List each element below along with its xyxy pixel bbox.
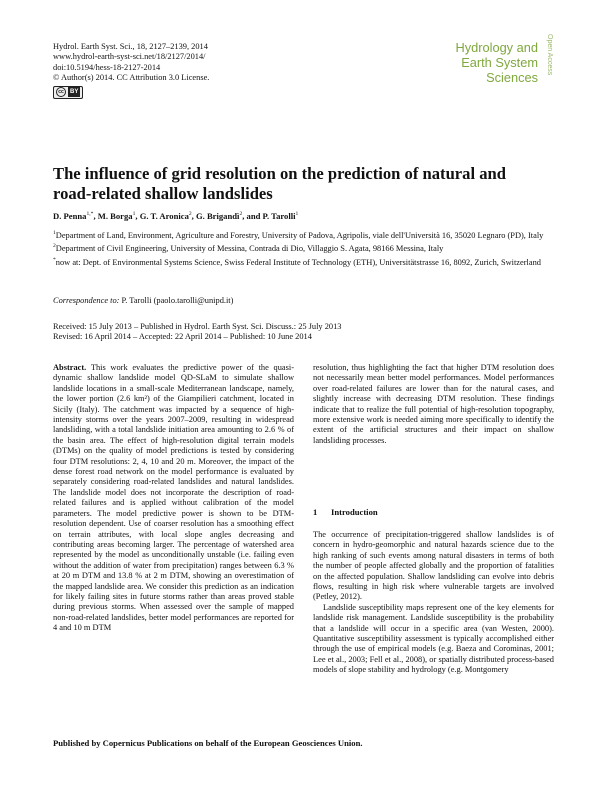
abstract-continuation: resolution, thus highlighting the fact that higher DTM resolution does not necessarily mean better model performances. Model performances over road-related failures are lower than for the natural cases, and slightly increase with decreasing DTM resolution. These findings indicate that to realize the full potential of high-resolution topography, more extensive work is needed aiming more specifically to identify the extent of the artificial structures and their impact on shallow landsliding processes. <box>313 363 554 445</box>
open-access-text: Open Access <box>546 34 553 76</box>
affiliation-marker: 2 <box>53 243 56 250</box>
cc-by-label: BY <box>68 87 80 97</box>
citation: Hydrol. Earth Syst. Sci., 18, 2127–2139, 2014 <box>53 42 208 51</box>
correspondence-contact[interactable]: P. Tarolli (paolo.tarolli@unipd.it) <box>121 296 234 305</box>
author-affil-marker: 1,* <box>86 211 94 218</box>
affiliation-marker: * <box>53 256 56 263</box>
section-heading <box>313 507 378 517</box>
dates-line-2: Revised: 16 April 2014 – Accepted: 22 April 2014 – Published: 10 June 2014 <box>53 332 312 342</box>
publication-dates <box>53 322 341 343</box>
correspondence <box>53 296 233 305</box>
correspondence-label: Correspondence to: <box>53 296 120 305</box>
affiliation-2 <box>53 241 553 254</box>
doi[interactable]: doi:10.5194/hess-18-2127-2014 <box>53 62 161 72</box>
open-access-label <box>542 34 554 94</box>
license-text: © Author(s) 2014. CC Attribution 3.0 License. <box>53 73 210 83</box>
affiliation-1 <box>53 228 553 241</box>
paper-title <box>53 164 553 204</box>
journal-name-line3: Sciences <box>486 70 538 85</box>
abstract-text: This work evaluates the predictive power of the quasi-dynamic shallow landslide model QD-SLaM to simulate shallow landslide locations in a small-scale Mediterranean landscape, namely, the lower portion (2.6 km²) of the Giampilieri catchment, located in Sicily (Italy). The catchment was impacted by a sequence of high-intensity storms over the years 2007–2009, resulting in widespread landsliding, with a total landslide initiation area amounting to 2.6 % of the basin area. The effect of high-resolution digital terrain models (DTMs) on the quality of model predictions is tested by considering four DTM resolutions: 2, 4, 10 and 20 m. Moreover, the impact of the dense forest road network on the model performance is evaluated by separately considering road-related landslides and natural landslides. The landslide model does not incorporate the description of road-related failures and is applied without calibration of the model parameters. The model predictive power is shown to be DTM-resolution dependent. Use of coarser resolution has a smoothing effect on terrain attributes, with local slope angles decreasing and contributing areas becoming larger. The percentage of watershed area represented by the model as unconditionally unstable (i.e. failing even without the addition of water from precipitation) ranges between 6.3 % at 20 m DTM and 13.8 % at 2 m DTM, showing an overestimation of the mapped landslide area. We consider this prediction as an indication for likely failing sites in future storms rather than areas proved stable during previous storms. When assessed over the sample of mapped non-road-related landslides, better model performances are reported for 4 and 10 m DTM <box>53 363 295 633</box>
affiliation-marker: 1 <box>53 230 56 236</box>
affiliation-text: now at: Dept. of Environmental Systems Science, Swiss Federal Institute of Technology (ETH), Universitätstrasse 16, 8092, Zurich, Switzerland <box>55 257 541 267</box>
author-affil-marker: 2 <box>239 211 243 218</box>
publisher-footer: Published by Copernicus Publications on behalf of the European Geosciences Union. <box>53 738 363 748</box>
section-number: 1 <box>313 507 318 517</box>
abstract-label: Abstract. <box>53 363 87 372</box>
journal-logo <box>455 40 538 85</box>
journal-name-line2: Earth System <box>461 55 538 70</box>
title-line-1: The influence of grid resolution on the prediction of natural and <box>53 164 506 183</box>
journal-url[interactable]: www.hydrol-earth-syst-sci.net/18/2127/2014/ <box>53 52 206 62</box>
dates-line-1: Received: 15 July 2013 – Published in Hydrol. Earth Syst. Sci. Discuss.: 25 July 2013 <box>53 322 342 331</box>
citation-block <box>53 42 209 99</box>
author-list <box>53 211 298 221</box>
author-affil-marker: 1 <box>295 211 299 218</box>
paragraph: Landslide susceptibility maps represent one of the key elements for landslide risk management. Landslide susceptibility is the probability that a landslide will occur in a specific area (van Westen, 2000). Quantitative susceptibility assessment is typically accomplished either through the use of empirical models (e.g. Baeza and Corominas, 2001; Lee et al., 2003; Fell et al., 2008), or spatially distributed process-based models of slope stability and hydrology (e.g. Montgomery <box>313 602 554 675</box>
affiliation-text: Department of Land, Environment, Agriculture and Forestry, University of Padova, Agripolis, viale dell'Università 16, 35020 Legnaro (PD), Italy <box>55 230 544 240</box>
section-title: Introduction <box>331 507 378 517</box>
author-name: , and P. Tarolli <box>242 211 296 221</box>
affiliation-text: Department of Civil Engineering, University of Messina, Contrada di Dio, Villaggio S. Agata, 98166 Messina, Italy <box>55 244 444 254</box>
title-line-2: road-related shallow landslides <box>53 184 273 203</box>
cc-symbol: cc <box>56 87 66 97</box>
journal-name-line1: Hydrology and <box>455 40 538 55</box>
author-name: , M. Borga <box>93 211 133 221</box>
author-affil-marker: 1 <box>132 211 136 218</box>
author-affil-marker: 2 <box>188 211 192 218</box>
author-name: , G. T. Aronica <box>135 211 189 221</box>
author-name: D. Penna <box>53 211 87 221</box>
affiliation-3 <box>53 255 553 268</box>
author-name: , G. Brigandì <box>191 211 240 221</box>
introduction-body <box>313 530 554 676</box>
paragraph: The occurrence of precipitation-triggered shallow landslides is of concern in hydro-geomorphic and natural hazards science due to the high ranking of such events among natural disasters in terms of both the number of people affected globally and the proportion of fatalities on the affected population. Shallow landsliding can evolve into debris flows, resulting in high risk where vulnerable targets are involved (Petley, 2012). <box>313 530 554 602</box>
abstract <box>53 363 294 634</box>
affiliations <box>53 228 553 268</box>
cc-license-icon[interactable] <box>53 86 83 99</box>
